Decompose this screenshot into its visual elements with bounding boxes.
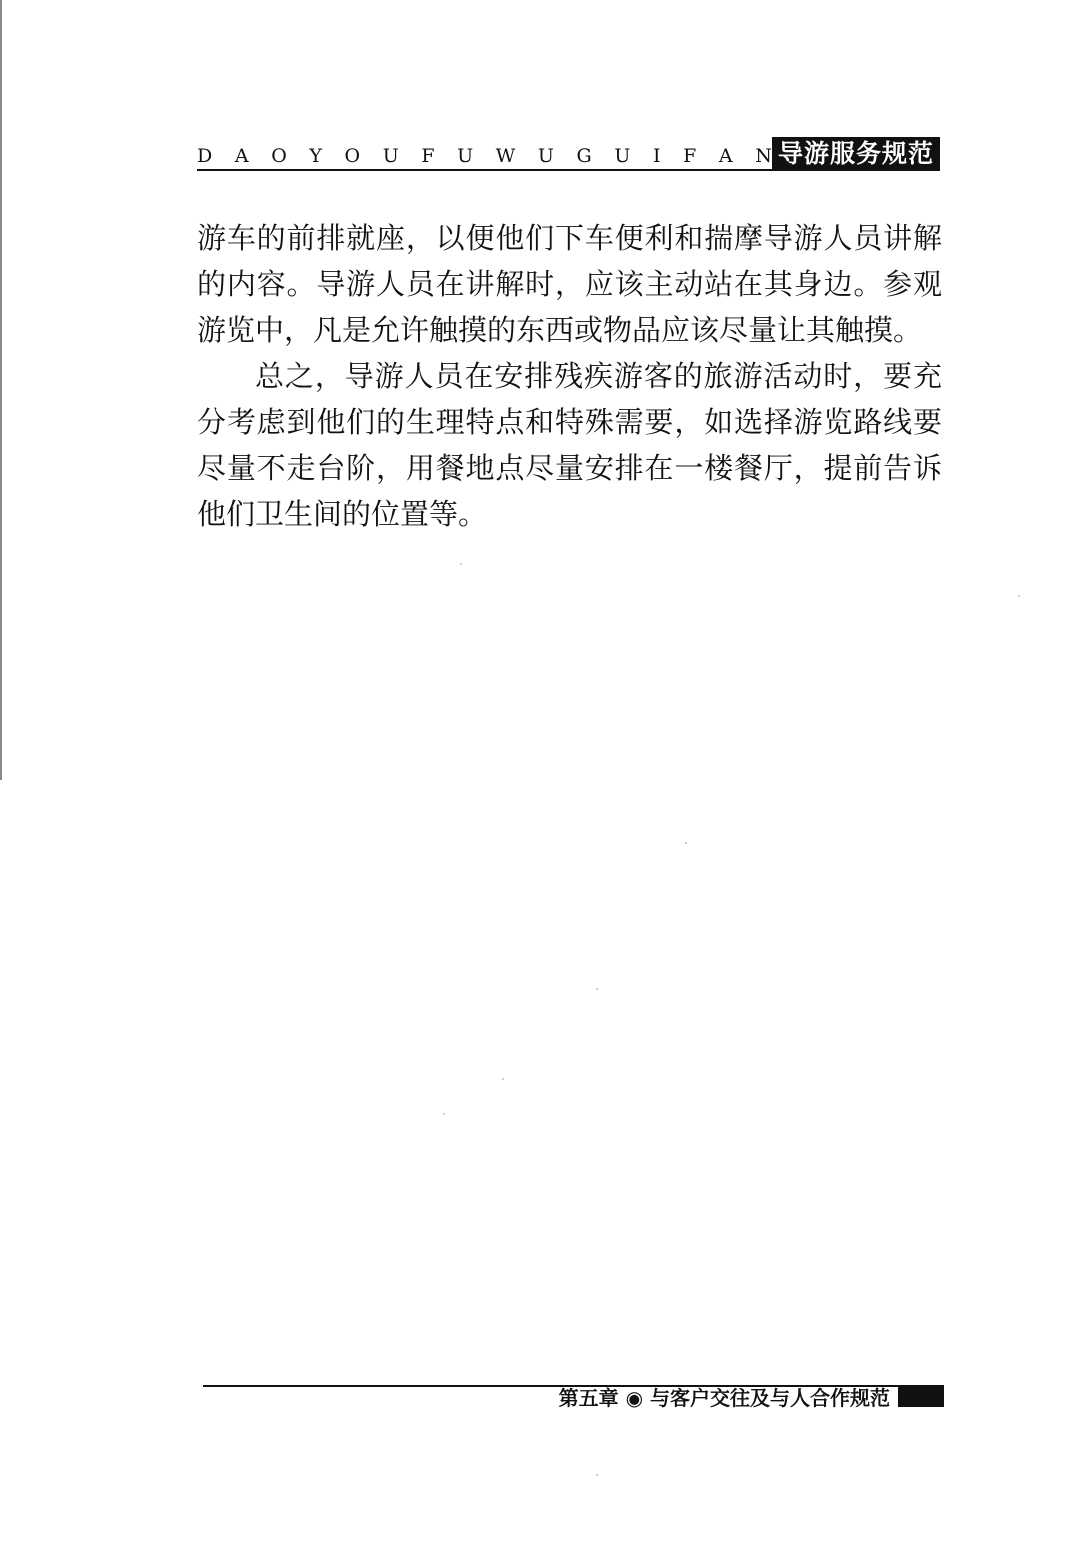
body-paragraph: 游车的前排就座，以便他们下车便利和揣摩导游人员讲解的内容。导游人员在讲解时，应该主动站在其身边。参观游览中，凡是允许触摸的东西或物品应该尽量让其触摸。 [197,221,942,347]
scan-speck [685,842,687,844]
footer-chapter: 第五章 [558,1386,619,1410]
header-letter: U [537,145,554,167]
footer-chapter-title: 与客户交往及与人合作规范 [650,1386,890,1410]
page-edge-line [0,0,2,780]
header-letter: A [234,145,249,167]
page-number-box [898,1385,944,1407]
header-letter: Y [309,145,322,167]
scan-speck [460,563,462,565]
scan-speck [1018,595,1020,597]
header-letter: F [683,145,697,167]
scan-speck [596,1474,598,1476]
footer-bullet-icon: ◉ [625,1386,644,1410]
header-letter: U [614,145,631,167]
header-letter: A [718,145,733,167]
header-letter: U [457,145,474,167]
header-letter: G [576,145,592,167]
header-letter: W [495,145,516,167]
header-letter: U [382,145,399,167]
header-letter: O [271,145,287,167]
body-text [197,215,942,537]
scan-speck [443,1113,445,1115]
body-paragraph: 总之，导游人员在安排残疾游客的旅游活动时，要充分考虑到他们的生理特点和特殊需要，如选择游览路线要尽量不走台阶，用餐地点尽量安排在一楼餐厅，提前告诉他们卫生间的位置等。 [197,359,942,531]
header-pinyin-letters [197,145,772,167]
header-letter: O [344,145,361,167]
scan-speck [596,988,598,990]
header-letter: I [652,145,661,167]
running-footer [559,1384,890,1412]
header-letter: D [197,145,213,167]
running-header [197,137,940,171]
header-letter: N [755,145,772,167]
header-title: 导游服务规范 [772,137,940,171]
header-letter: F [421,145,435,167]
scan-speck [502,1078,504,1080]
